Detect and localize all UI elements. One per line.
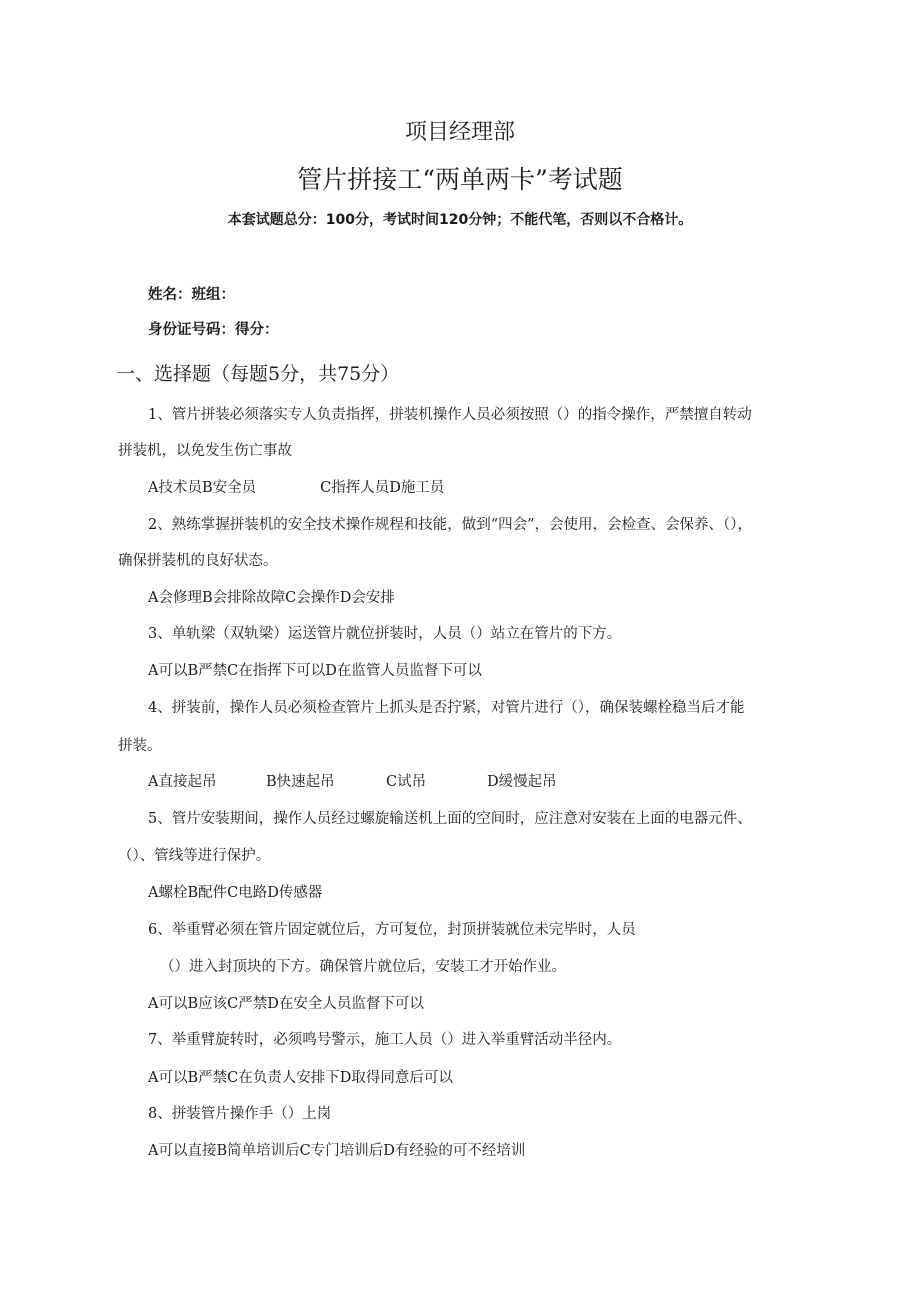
question-3-line-1: 3、单轨梁（双轨梁）运送管片就位拼装时，人员（）站立在管片的下方。: [148, 626, 622, 642]
question-1-options: [148, 476, 444, 497]
question-1-line-2: 拼装机，以免发生伤亡事故: [118, 443, 292, 459]
id-score-field: 身份证号码：得分：: [148, 322, 279, 338]
question-2-line-1: 2、熟练掌握拼装机的安全技术操作规程和技能，做到“四会”，会使用，会检查、会保养、（），: [148, 517, 753, 533]
section-heading: 一、选择题（每题5分，共75分）: [116, 363, 400, 385]
question-7-line-1: 7、举重臂旋转时，必须鸣号警示，施工人员（）进入举重臂活动半径内。: [148, 1032, 622, 1048]
name-group-field: 姓名：班组：: [148, 287, 235, 303]
question-2-line-2: 确保拼装机的良好状态。: [118, 553, 278, 569]
department-title: 项目经理部: [404, 120, 515, 145]
question-4-line-2: 拼装。: [118, 738, 162, 754]
option-group: C指挥人员D施工员: [320, 480, 445, 496]
question-4-line-1: 4、拼装前，操作人员必须检查管片上抓头是否拧紧，对管片进行（），确保装螺栓稳当后才能: [148, 700, 745, 716]
option-d: D缓慢起吊: [487, 774, 557, 790]
question-6-line-1: 6、举重臂必须在管片固定就位后，方可复位，封顶拼装就位未完毕时，人员: [148, 922, 636, 938]
question-4-options: [148, 770, 557, 791]
question-6-options: A可以B应该C严禁D在安全人员监督下可以: [148, 996, 424, 1012]
question-5-options: A螺栓B配件C电路D传感器: [148, 885, 323, 901]
question-8-line-1: 8、拼装管片操作手（）上岗: [148, 1106, 332, 1122]
exam-title: 管片拼接工“两单两卡”考试题: [297, 165, 623, 194]
option-a: A直接起吊: [148, 774, 217, 790]
question-1-line-1: 1、管片拼装必须落实专人负责指挥，拼装机操作人员必须按照（）的指令操作，严禁擅自转动: [148, 407, 752, 423]
question-5-line-2: （）、管线等进行保护。: [118, 848, 271, 864]
question-5-line-1: 5、管片安装期间，操作人员经过螺旋输送机上面的空间时，应注意对安装在上面的电器元件、: [148, 811, 752, 827]
question-8-options: A可以直接B简单培训后C专门培训后D有经验的可不经培训: [148, 1143, 526, 1159]
question-2-options: A会修理B会排除故障C会操作D会安排: [148, 590, 395, 606]
question-6-line-2: （）进入封顶块的下方。确保管片就位后，安装工才开始作业。: [160, 959, 566, 975]
option-b: B快速起吊: [266, 774, 335, 790]
question-7-options: A可以B严禁C在负责人安排下D取得同意后可以: [148, 1070, 453, 1086]
option-group: A技术员B安全员: [148, 480, 257, 496]
question-3-options: A可以B严禁C在指挥下可以D在监管人员监督下可以: [148, 663, 482, 679]
exam-instructions: 本套试题总分：100分，考试时间120分钟；不能代笔，否则以不合格计。: [227, 212, 693, 228]
option-c: C试吊: [386, 774, 427, 790]
